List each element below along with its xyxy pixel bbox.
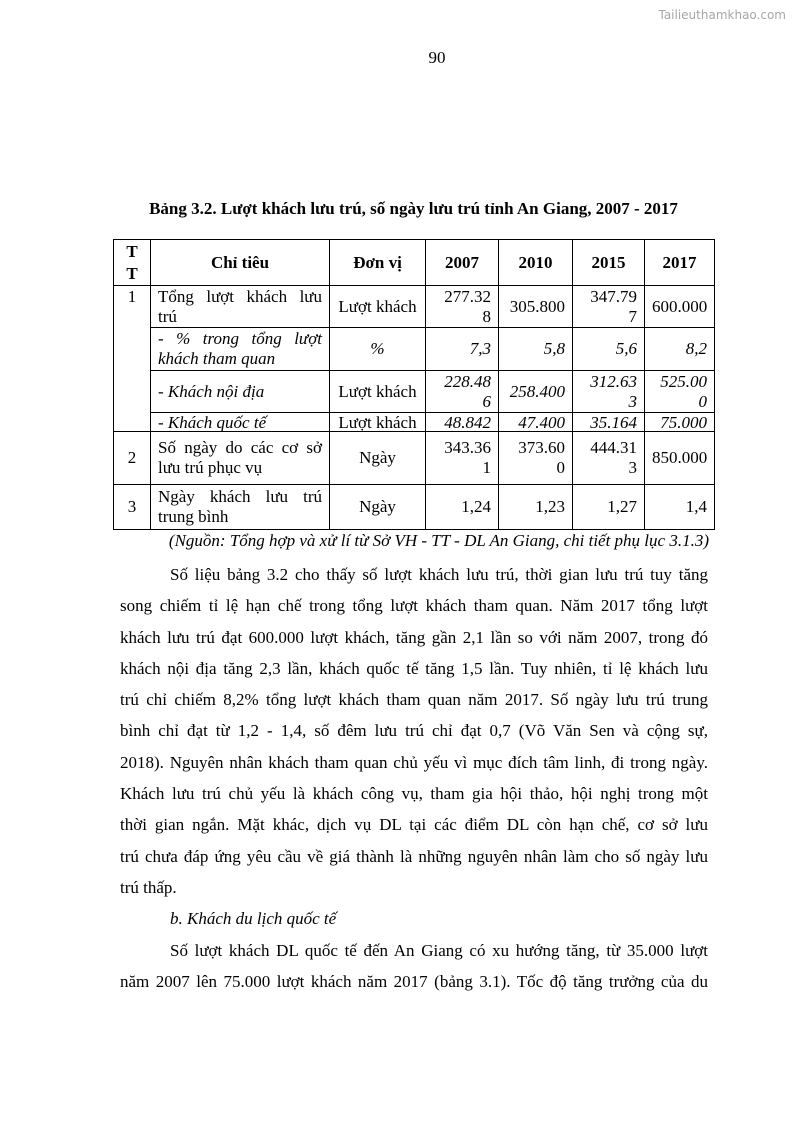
paragraph-line: thời gian ngắn. Mặt khác, dịch vụ DL tại các điểm DL còn hạn chế, cơ sở lưu	[120, 815, 708, 835]
row-number: 2	[114, 432, 151, 485]
value-2010	[499, 432, 573, 485]
header-indicator: Chỉ tiêu	[151, 240, 330, 286]
unit-cell: Lượt khách	[330, 413, 426, 432]
table-row	[114, 413, 715, 432]
value-2010: 47.400	[499, 413, 573, 432]
table-source-note: (Nguồn: Tổng hợp và xử lí từ Sở VH - TT - DL An Giang, chi tiết phụ lục 3.1.3)	[168, 531, 709, 550]
header-tt-label: TT	[126, 241, 138, 283]
header-year-2015: 2015	[573, 240, 645, 286]
value-text: 347.797	[590, 286, 637, 326]
value-2015: 1,27	[573, 485, 645, 530]
table-row	[114, 432, 715, 485]
paragraph-line: trú chưa đáp ứng yêu cầu về giá thành là những nguyên nhân làm cho số ngày lưu	[120, 846, 708, 866]
value-text: 525.000	[660, 371, 707, 411]
paragraph-line: Số liệu bảng 3.2 cho thấy số lượt khách lưu trú, thời gian lưu trú tuy tăng	[170, 565, 708, 584]
value-2017: 850.000	[645, 432, 715, 485]
unit-cell: Lượt khách	[330, 286, 426, 328]
indicator-line: trung bình	[158, 507, 229, 526]
lodging-statistics-table	[113, 239, 715, 530]
header-unit: Đơn vị	[330, 240, 426, 286]
unit-cell: %	[330, 328, 426, 371]
unit-cell: Ngày	[330, 485, 426, 530]
indicator-line: lưu trú phục vụ	[158, 458, 263, 477]
indicator-line: Ngày khách lưu trú	[158, 487, 322, 506]
paragraph-line: song chiếm tỉ lệ hạn chế trong tổng lượt khách tham quan. Năm 2017 tổng lượt	[120, 596, 708, 616]
indicator-line: Tổng lượt khách lưu	[158, 286, 322, 306]
paragraph-line: 2018). Nguyên nhân khách tham quan chủ yếu vì mục đích tâm linh, đi trong ngày.	[120, 752, 708, 772]
indicator-cell	[151, 286, 330, 328]
value-2017: 75.000	[645, 413, 715, 432]
indicator-line: - % trong tổng lượt	[158, 329, 322, 348]
value-text: 373.600	[518, 438, 565, 477]
value-2017: 8,2	[645, 328, 715, 371]
header-tt	[114, 240, 151, 286]
value-text: 343.361	[444, 438, 491, 477]
unit-cell: Ngày	[330, 432, 426, 485]
indicator-cell: - Khách quốc tế	[151, 413, 330, 432]
indicator-cell: - Khách nội địa	[151, 371, 330, 413]
table-header-row	[114, 240, 715, 286]
value-2010: 258.400	[499, 371, 573, 413]
header-year-2007: 2007	[426, 240, 499, 286]
indicator-cell	[151, 432, 330, 485]
paragraph-line: Khách lưu trú chủ yếu là khách công vụ, tham gia hội thảo, hội nghị trong một	[120, 784, 708, 804]
header-year-2010: 2010	[499, 240, 573, 286]
table-row	[114, 286, 715, 328]
value-2007: 7,3	[426, 328, 499, 371]
value-2007	[426, 371, 499, 413]
indicator-cell	[151, 485, 330, 530]
paragraph-line: trú thấp.	[120, 877, 177, 897]
header-year-2017: 2017	[645, 240, 715, 286]
value-text: 228.486	[444, 371, 491, 411]
indicator-line: trú	[158, 306, 177, 326]
value-2015	[573, 371, 645, 413]
indicator-line: khách tham quan	[158, 349, 276, 368]
value-2007: 1,24	[426, 485, 499, 530]
table-row	[114, 485, 715, 530]
value-2010: 5,8	[499, 328, 573, 371]
value-2007	[426, 432, 499, 485]
value-2017: 600.000	[645, 286, 715, 328]
paragraph-line: khách nội địa tăng 2,3 lần, khách quốc tế tăng 1,5 lần. Tuy nhiên, tỉ lệ khách lưu	[120, 658, 708, 678]
value-2015: 35.164	[573, 413, 645, 432]
value-2007: 48.842	[426, 413, 499, 432]
paragraph-line: khách lưu trú đạt 600.000 lượt khách, tăng gần 2,1 lần so với năm 2007, trong đó	[120, 627, 708, 647]
table-row	[114, 371, 715, 413]
value-2010: 1,23	[499, 485, 573, 530]
row-number: 3	[114, 485, 151, 530]
body-text	[120, 559, 708, 997]
unit-cell: Lượt khách	[330, 371, 426, 413]
section-subheading: b. Khách du lịch quốc tế	[170, 909, 337, 929]
value-2010: 305.800	[499, 286, 573, 328]
value-2007	[426, 286, 499, 328]
value-text: 312.633	[590, 371, 637, 411]
table-title: Bảng 3.2. Lượt khách lưu trú, số ngày lưu trú tỉnh An Giang, 2007 - 2017	[149, 199, 678, 218]
value-2015	[573, 432, 645, 485]
row-number: 1	[114, 286, 151, 432]
watermark: Tailieuthamkhao.com	[658, 8, 786, 22]
paragraph-line: bình chỉ đạt từ 1,2 - 1,4, số đêm lưu trú chỉ đạt 0,7 (Võ Văn Sen và cộng sự,	[120, 721, 708, 741]
value-2017	[645, 371, 715, 413]
paragraph-line: Số lượt khách DL quốc tế đến An Giang có xu hướng tăng, từ 35.000 lượt	[170, 940, 708, 960]
page-number: 90	[428, 48, 446, 67]
paragraph-line: trú chỉ chiếm 8,2% tổng lượt khách tham quan năm 2017. Số ngày lưu trú trung	[120, 690, 708, 710]
paragraph-line: năm 2007 lên 75.000 lượt khách năm 2017 (bảng 3.1). Tốc độ tăng trưởng của du	[120, 971, 708, 991]
value-2015	[573, 286, 645, 328]
value-text: 444.313	[590, 438, 637, 477]
indicator-cell	[151, 328, 330, 371]
table-row	[114, 328, 715, 371]
value-2015: 5,6	[573, 328, 645, 371]
indicator-line: Số ngày do các cơ sở	[158, 438, 322, 457]
value-2017: 1,4	[645, 485, 715, 530]
value-text: 277.328	[444, 286, 491, 326]
